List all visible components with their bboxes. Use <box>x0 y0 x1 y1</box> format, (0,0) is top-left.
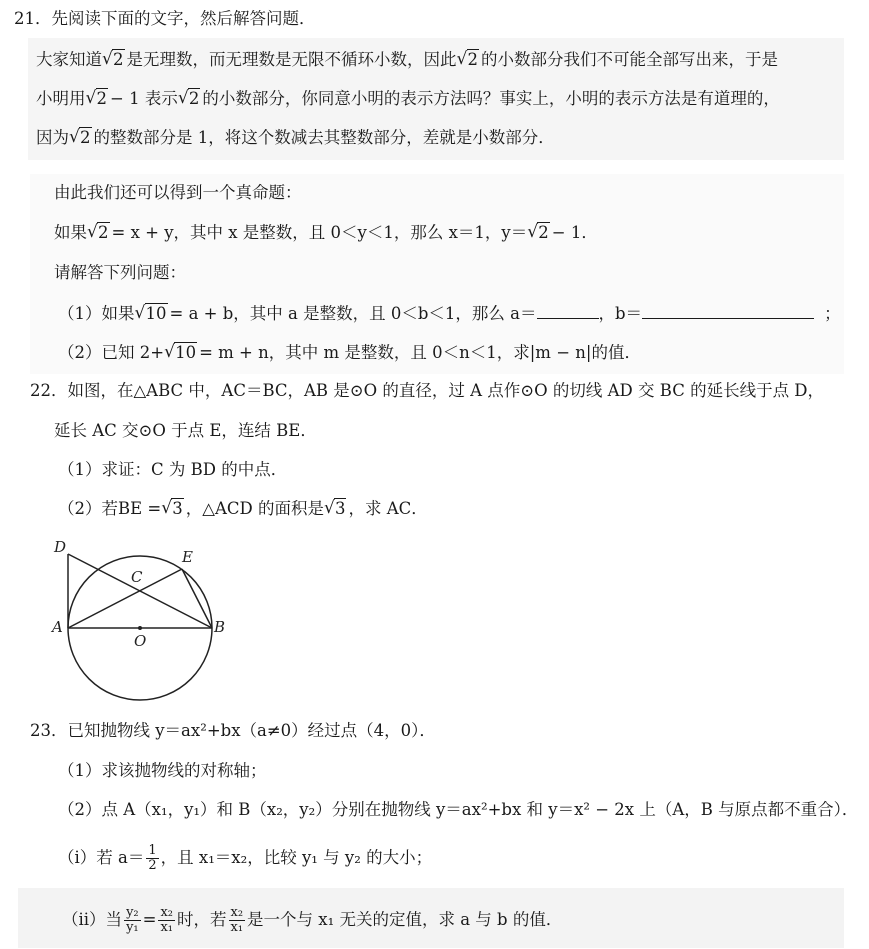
q21-text: 因为 <box>36 128 69 147</box>
label-o: O <box>134 632 147 650</box>
q21-text: 如果 <box>54 223 87 242</box>
q21-text: 小明用 <box>36 89 86 108</box>
fraction-y2-y1: $\frac{\text{y₂}}{\text{y₁}}$ <box>126 905 139 935</box>
q21-text: （2）已知 2+ <box>58 343 165 362</box>
q21-para-line-2 <box>36 88 780 110</box>
q23-text: （i）若 a＝ <box>58 848 145 867</box>
q23-line-4 <box>58 844 432 873</box>
answer-blank-a[interactable] <box>537 302 599 319</box>
answer-blank-b[interactable] <box>642 302 814 319</box>
fraction-x2-x1-second: $\frac{\text{x₂}}{\text{x₁}}$ <box>230 905 244 935</box>
label-e: E <box>182 548 193 566</box>
q22-text: ，求 AC． <box>348 499 428 518</box>
segment-ae <box>68 569 182 628</box>
segment-eb <box>182 569 212 628</box>
q21-text: 大家知道 <box>36 50 102 69</box>
q23-text: = <box>142 910 157 929</box>
q21-text: = x + y，其中 x 是整数，且 0＜y＜1，那么 x＝1，y＝ <box>111 223 528 242</box>
center-dot <box>138 626 142 630</box>
q21-text: − 1． <box>551 223 598 242</box>
sqrt-3: √ 3 <box>324 498 347 520</box>
q21-text: ，b＝ <box>598 304 643 323</box>
q23-line-1: 23．已知抛物线 y＝ax²+bx（a≠0）经过点（4，0）． <box>30 721 436 740</box>
label-b: B <box>214 618 226 636</box>
label-a: A <box>52 618 63 636</box>
q23-text: ，且 x₁＝x₂，比较 y₁ 与 y₂ 的大小； <box>160 848 433 867</box>
q21-para-line-1 <box>36 49 778 71</box>
q21-para-line-5 <box>54 222 598 244</box>
q23-line-2: （1）求该抛物线的对称轴； <box>58 761 267 780</box>
sqrt-10: √ 10 <box>164 342 197 364</box>
q22-line-1: 22．如图，在△ABC 中，AC＝BC，AB 是⊙O 的直径，过 A 点作⊙O 的切线 AD 交 BC 的延长线于点 D， <box>30 381 825 400</box>
fraction-x2-x1: $\frac{\text{x₂}}{\text{x₁}}$ <box>160 905 173 935</box>
sqrt-2: √ 2 <box>178 88 201 110</box>
geometry-figure <box>50 536 240 706</box>
q22-text: （2）若BE = <box>58 499 162 518</box>
q22-line-2: 延长 AC 交⊙O 于点 E，连结 BE． <box>54 421 317 440</box>
q21-title: 21．先阅读下面的文字，然后解答问题． <box>14 9 316 28</box>
q21-text: 是无理数，而无理数是无限不循环小数，因此 <box>126 50 457 69</box>
q23-line-5 <box>62 906 562 935</box>
label-d: D <box>54 538 67 556</box>
q21-text: 的小数部分，你同意小明的表示方法吗？事实上，小明的表示方法是有道理的， <box>202 89 780 108</box>
q21-text: = a + b，其中 a 是整数，且 0＜b＜1，那么 a＝ <box>169 304 537 323</box>
sqrt-2: √ 2 <box>86 88 109 110</box>
sqrt-10: √ 10 <box>135 303 168 325</box>
q22-line-3: （1）求证：C 为 BD 的中点． <box>58 460 288 479</box>
sqrt-2: √ 2 <box>457 49 480 71</box>
q23-text: （ii）当 <box>62 910 123 929</box>
q21-sub-2 <box>58 342 641 364</box>
sqrt-2: √ 2 <box>69 127 92 149</box>
label-c: C <box>131 568 143 586</box>
q22-text: ，△ACD 的面积是 <box>185 499 324 518</box>
q23-text: 是一个与 x₁ 无关的定值，求 a 与 b 的值． <box>247 910 563 929</box>
q21-text: 的小数部分我们不可能全部写出来，于是 <box>481 50 778 69</box>
q21-text: 的整数部分是 1，将这个数减去其整数部分，差就是小数部分． <box>93 128 555 147</box>
q21-text: （1）如果 <box>58 304 135 323</box>
q21-text: − 1 表示 <box>110 89 178 108</box>
fraction-one-half: $\frac{1}{2}$ <box>148 843 157 873</box>
q21-sub-1 <box>58 302 841 325</box>
q21-para-line-6: 请解答下列问题： <box>54 263 186 282</box>
q21-para-line-3 <box>36 127 555 149</box>
q21-para-line-4: 由此我们还可以得到一个真命题： <box>54 183 302 202</box>
q21-text: ； <box>824 304 841 323</box>
q22-line-4 <box>58 498 428 520</box>
sqrt-2: √ 2 <box>87 222 110 244</box>
q23-text: 时，若 <box>177 910 227 929</box>
q23-line-3: （2）点 A（x₁，y₁）和 B（x₂，y₂）分别在抛物线 y＝ax²+bx 和 y＝x² − 2x 上（A，B 与原点都不重合）． <box>58 800 859 819</box>
q21-text: = m + n，其中 m 是整数，且 0＜n＜1，求|m − n|的值． <box>199 343 641 362</box>
sqrt-3: √ 3 <box>161 498 184 520</box>
sqrt-2: √ 2 <box>527 222 550 244</box>
sqrt-2: √ 2 <box>102 49 125 71</box>
